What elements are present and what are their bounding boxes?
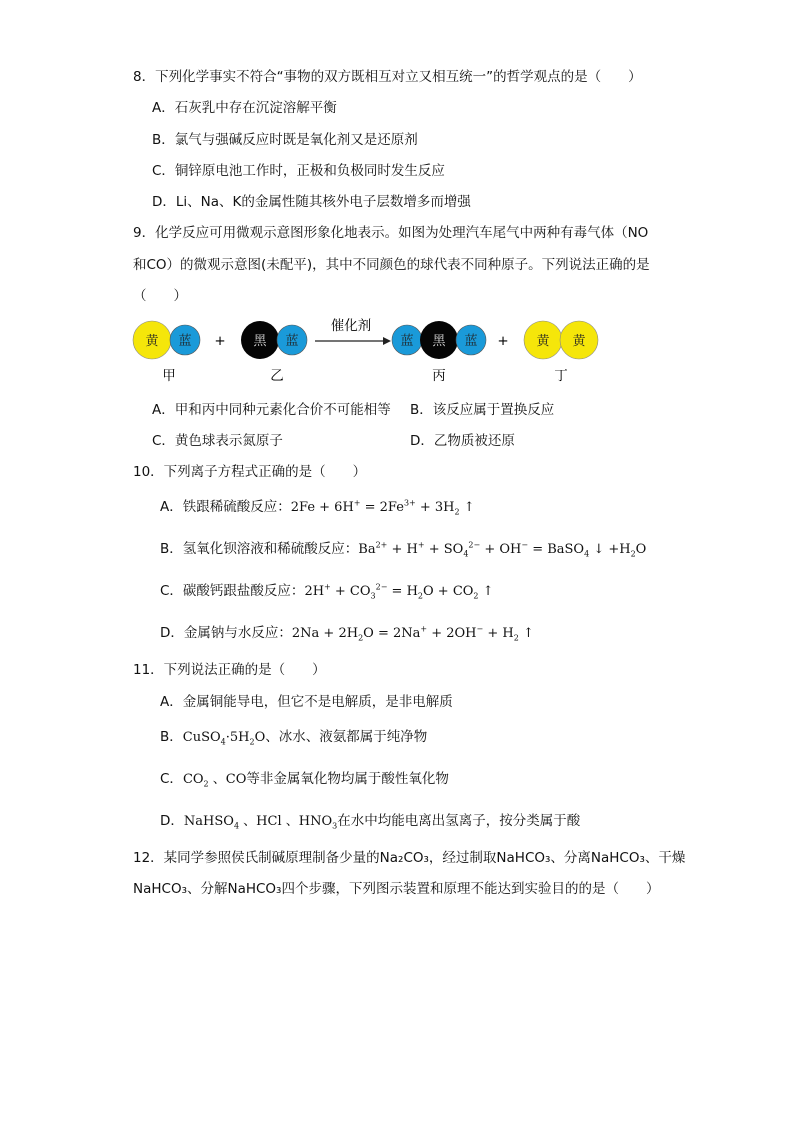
q11-option-b-label: B． [160, 729, 183, 745]
q10-option-d-equation: $2Na + 2H_2O = 2Na^+ + 2OH^- + H_2$ ↑ [291, 624, 534, 643]
q10-option-b-label: B．氢氧化钡溶液和稀硫酸反应： [160, 541, 359, 557]
q10-option-c-equation: $2H^+ + CO_3^{2-} = H_2O + CO_2$ ↑ [304, 582, 494, 601]
blue-ball-label: 蓝 [400, 334, 414, 349]
q8-option-b: B．氯气与强碱反应时既是氧化剂又是还原剂 [152, 132, 418, 148]
q11-option-d-label: D． [160, 813, 184, 829]
label-bing: 丙 [432, 368, 446, 384]
q8-option-d: D．Li、Na、K的金属性随其核外电子层数增多而增强 [152, 194, 471, 210]
q11-option-b-text: 、冰水、液氨都属于纯净物 [265, 729, 428, 745]
molecule-ding [524, 321, 598, 359]
q11-option-b-formula: $CuSO_4\cdot 5H_2O$ [182, 730, 266, 747]
q11-option-c-text: 等非金属氧化物均属于酸性氧化物 [246, 771, 449, 787]
q10-option-a-equation: $2Fe + 6H^+ = 2Fe^{3+} + 3H_2$ ↑ [290, 498, 475, 517]
q10-stem: 10．下列离子方程式正确的是（ ） [133, 464, 367, 480]
q11-option-d-formula: NaHSO$_4$ 、HCl 、$HNO_3$ [183, 814, 338, 831]
q9-option-b: B．该反应属于置换反应 [410, 402, 555, 418]
blue-ball-label: 蓝 [285, 334, 299, 349]
q11-option-c [160, 770, 449, 789]
q10-option-d-label: D．金属钠与水反应： [160, 625, 292, 641]
q10-option-b-equation: $Ba^{2+} + H^+ + SO_4^{2-} + OH^-$ = BaSO$_4$ ↓ $+H_2O$ [358, 540, 647, 559]
reaction-arrow-head [383, 337, 391, 345]
q10-option-a-label: A．铁跟稀硫酸反应： [160, 499, 291, 515]
blue-ball-label: 蓝 [178, 334, 192, 349]
label-yi: 乙 [270, 368, 284, 384]
q10-option-b [160, 540, 646, 559]
q10-option-a [160, 498, 475, 517]
reaction-diagram [125, 312, 615, 392]
black-ball-label: 黑 [253, 334, 267, 349]
plus-sign: + [214, 333, 226, 349]
q11-option-b [160, 728, 427, 747]
q9-option-a: A．甲和丙中同种元素化合价不可能相等 [152, 402, 391, 418]
blue-ball-label: 蓝 [464, 334, 478, 349]
yellow-ball-label: 黄 [536, 334, 550, 349]
q10-option-c-label: C．碳酸钙跟盐酸反应： [160, 583, 305, 599]
molecule-yi [241, 321, 307, 359]
molecule-jia [133, 321, 200, 359]
yellow-ball-label: 黄 [572, 334, 586, 349]
q11-option-d [160, 812, 580, 831]
yellow-ball-label: 黄 [145, 334, 159, 349]
q9-stem-line3: （ ） [133, 288, 187, 304]
q11-option-c-formula: $CO_2$ 、CO [182, 772, 247, 789]
q9-stem-line2: 和CO）的微观示意图(未配平)，其中不同颜色的球代表不同种原子。下列说法正确的是 [133, 257, 650, 273]
q8-option-a: A．石灰乳中存在沉淀溶解平衡 [152, 100, 337, 116]
q9-option-c: C．黄色球表示氮原子 [152, 433, 283, 449]
black-ball-label: 黑 [432, 334, 446, 349]
plus-sign: + [497, 333, 509, 349]
q12-stem-line1: 12．某同学参照侯氏制碱原理制备少量的Na₂CO₃，经过制取NaHCO₃、分离NaHCO₃、干燥 [133, 850, 686, 866]
q11-stem: 11．下列说法正确的是（ ） [133, 662, 326, 678]
label-jia: 甲 [162, 368, 176, 384]
q8-stem: 8．下列化学事实不符合“事物的双方既相互对立又相互统一”的哲学观点的是（ ） [133, 69, 642, 85]
q11-option-a: A．金属铜能导电，但它不是电解质，是非电解质 [160, 694, 453, 710]
q12-stem-line2: NaHCO₃、分解NaHCO₃四个步骤，下列图示装置和原理不能达到实验目的的是（ ） [133, 881, 660, 897]
label-ding: 丁 [554, 368, 568, 384]
molecule-bing [392, 321, 486, 359]
q8-option-c: C．铜锌原电池工作时，正极和负极同时发生反应 [152, 163, 445, 179]
q9-stem-line1: 9．化学反应可用微观示意图形象化地表示。如图为处理汽车尾气中两种有毒气体（NO [133, 225, 649, 241]
q11-option-c-label: C． [160, 771, 183, 787]
q10-option-c [160, 582, 494, 601]
q9-option-d: D．乙物质被还原 [410, 433, 515, 449]
q11-option-d-text: 在水中均能电离出氢离子，按分类属于酸 [337, 813, 581, 829]
catalyst-label: 催化剂 [330, 318, 372, 334]
q10-option-d [160, 624, 534, 643]
